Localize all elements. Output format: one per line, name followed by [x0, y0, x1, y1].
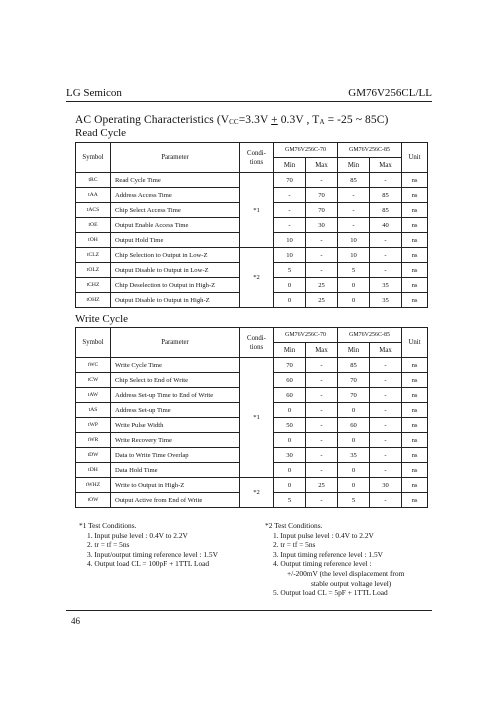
cell-max70: -: [306, 433, 338, 448]
cell-unit: ns: [402, 278, 428, 293]
cell-max85: -: [370, 448, 402, 463]
cell-max85: -: [370, 418, 402, 433]
cell-max85: -: [370, 358, 402, 373]
cell-unit: ns: [402, 233, 428, 248]
symbol-header: Symbol: [76, 143, 111, 173]
cell-min85: 0: [338, 403, 370, 418]
cell-unit: ns: [402, 218, 428, 233]
note-item: 2. tr = tf = 5ns: [273, 540, 316, 550]
cell-min85: 35: [338, 448, 370, 463]
cell-sym: tACS: [76, 203, 111, 218]
cell-min85: 0: [338, 278, 370, 293]
cell-min85: 0: [338, 478, 370, 493]
cell-min70: -: [274, 203, 306, 218]
cell-max85: -: [370, 373, 402, 388]
cell-min85: 10: [338, 248, 370, 263]
cell-min70: 60: [274, 388, 306, 403]
max85-header: Max: [370, 158, 402, 173]
title-prefix: AC Operating Characteristics (V: [75, 114, 230, 126]
cell-min70: 0: [274, 403, 306, 418]
cell-unit: ns: [402, 433, 428, 448]
cell-param: Chip Selection to Output in Low-Z: [111, 248, 240, 263]
note-item: 4. Output load CL = 100pF + 1TTL Load: [87, 559, 210, 569]
cell-min70: 30: [274, 448, 306, 463]
cell-param: Write Cycle Time: [111, 358, 240, 373]
cell-max85: -: [370, 493, 402, 508]
cell-min70: 5: [274, 493, 306, 508]
page-number: 46: [71, 616, 80, 626]
cell-unit: ns: [402, 418, 428, 433]
cell-sym: tWHZ: [76, 478, 111, 493]
cell-param: Write Pulse Width: [111, 418, 240, 433]
title-mid: =3.3V: [238, 114, 272, 126]
g70-header: GM76V256C-70: [274, 143, 338, 158]
cell-sym: tCLZ: [76, 248, 111, 263]
cell-max70: 25: [306, 478, 338, 493]
write-cycle-table: [75, 327, 428, 508]
cell-unit: ns: [402, 358, 428, 373]
cell-param: Chip Deselection to Output in High-Z: [111, 278, 240, 293]
page-header: [66, 87, 432, 102]
cell-unit: ns: [402, 388, 428, 403]
condition-ref: *1: [240, 358, 274, 478]
cell-min70: 10: [274, 233, 306, 248]
write-cycle-label: Write Cycle: [75, 313, 129, 325]
cell-param: Output Active from End of Write: [111, 493, 240, 508]
cell-param: Output Hold Time: [111, 233, 240, 248]
cell-min70: 0: [274, 433, 306, 448]
cell-min70: 5: [274, 263, 306, 278]
cell-min85: 10: [338, 233, 370, 248]
section-title: [75, 114, 388, 126]
cell-min70: 0: [274, 478, 306, 493]
unit-header: Unit: [402, 328, 428, 358]
cell-max85: -: [370, 248, 402, 263]
cell-max85: 85: [370, 203, 402, 218]
cell-unit: ns: [402, 403, 428, 418]
note-item: 3. Input/output timing reference level : 1.5V: [87, 549, 218, 559]
title-mid2: 0.3V , T: [277, 114, 320, 126]
cell-max85: 35: [370, 293, 402, 308]
cell-unit: ns: [402, 203, 428, 218]
note-item-continued: +/-200mV (the level displacement from: [287, 568, 405, 578]
cell-max70: -: [306, 263, 338, 278]
cell-unit: ns: [402, 448, 428, 463]
cell-min70: 10: [274, 248, 306, 263]
cell-min85: 70: [338, 388, 370, 403]
cell-param: Chip Select Access Time: [111, 203, 240, 218]
cell-max85: -: [370, 233, 402, 248]
note-item: 2. tr = tf = 5ns: [87, 540, 130, 550]
part-number: GM76V256CL/LL: [348, 87, 432, 99]
cell-min85: 0: [338, 463, 370, 478]
cell-max70: -: [306, 358, 338, 373]
cell-sym: tOE: [76, 218, 111, 233]
cell-max70: 30: [306, 218, 338, 233]
note-heading: *1 Test Conditions.: [79, 521, 137, 530]
cell-param: Address Access Time: [111, 188, 240, 203]
cell-sym: tWR: [76, 433, 111, 448]
parameter-header: Parameter: [111, 328, 240, 358]
cell-param: Read Cycle Time: [111, 173, 240, 188]
max70-header: Max: [306, 158, 338, 173]
table-row: [76, 478, 428, 493]
cell-sym: tRC: [76, 173, 111, 188]
cell-unit: ns: [402, 263, 428, 278]
cell-max70: -: [306, 418, 338, 433]
cell-min70: 0: [274, 293, 306, 308]
title-plusminus: +: [271, 114, 278, 126]
cell-param: Chip Select to End of Write: [111, 373, 240, 388]
cell-unit: ns: [402, 248, 428, 263]
cell-sym: tWP: [76, 418, 111, 433]
g85-header: GM76V256C-85: [338, 328, 402, 343]
cell-min85: -: [338, 188, 370, 203]
cell-min85: 0: [338, 293, 370, 308]
cell-param: Data Hold Time: [111, 463, 240, 478]
cell-min70: 0: [274, 463, 306, 478]
condition-ref: *1: [240, 173, 274, 248]
cell-min85: 70: [338, 373, 370, 388]
table-row: [76, 358, 428, 373]
cell-sym: tWC: [76, 358, 111, 373]
cell-min85: -: [338, 218, 370, 233]
cell-max70: -: [306, 463, 338, 478]
cell-min70: 70: [274, 358, 306, 373]
min85-header: Min: [338, 343, 370, 358]
table-row: [76, 248, 428, 263]
test-conditions-1: [79, 521, 218, 569]
cell-min85: -: [338, 203, 370, 218]
cell-unit: ns: [402, 188, 428, 203]
min70-header: Min: [274, 158, 306, 173]
cell-unit: ns: [402, 173, 428, 188]
cell-max70: -: [306, 373, 338, 388]
max85-header: Max: [370, 343, 402, 358]
cell-min85: 0: [338, 433, 370, 448]
title-ta-sub: A: [319, 118, 325, 126]
cell-max85: -: [370, 263, 402, 278]
cell-sym: tOH: [76, 233, 111, 248]
conditions-header: Condi- tions: [240, 328, 274, 358]
cell-sym: tDW: [76, 448, 111, 463]
cell-max85: -: [370, 403, 402, 418]
cell-min70: -: [274, 218, 306, 233]
cell-sym: tOLZ: [76, 263, 111, 278]
cell-unit: ns: [402, 293, 428, 308]
cell-min70: -: [274, 188, 306, 203]
note-item-continued: stable output voltage level): [311, 578, 392, 588]
cell-sym: tAA: [76, 188, 111, 203]
note-item: 1. Input pulse level : 0.4V to 2.2V: [273, 530, 374, 540]
note-item: 1. Input pulse level : 0.4V to 2.2V: [87, 530, 188, 540]
cell-param: Output Enable Access Time: [111, 218, 240, 233]
cell-max70: -: [306, 233, 338, 248]
cell-min85: 5: [338, 493, 370, 508]
test-conditions-2: [265, 521, 404, 598]
parameter-header: Parameter: [111, 143, 240, 173]
note-heading: *2 Test Conditions.: [265, 521, 323, 530]
cell-max85: 30: [370, 478, 402, 493]
cell-max85: -: [370, 433, 402, 448]
cell-unit: ns: [402, 478, 428, 493]
cell-unit: ns: [402, 373, 428, 388]
cell-max85: 85: [370, 188, 402, 203]
unit-header: Unit: [402, 143, 428, 173]
title-vcc-sub: CC: [229, 118, 239, 126]
max70-header: Max: [306, 343, 338, 358]
cell-max70: 25: [306, 278, 338, 293]
cell-max70: -: [306, 173, 338, 188]
cell-sym: tOHZ: [76, 293, 111, 308]
cell-param: Address Set-up Time: [111, 403, 240, 418]
cell-sym: tAW: [76, 388, 111, 403]
title-suffix: = -25 ~ 85C): [324, 114, 389, 126]
note-item: 3. Input timing reference level : 1.5V: [273, 549, 384, 559]
cell-param: Address Set-up Time to End of Write: [111, 388, 240, 403]
cell-param: Data to Write Time Overlap: [111, 448, 240, 463]
cell-unit: ns: [402, 493, 428, 508]
note-item: 5. Output load CL = 5pF + 1TTL Load: [273, 588, 388, 598]
cell-min85: 85: [338, 358, 370, 373]
cell-max70: -: [306, 448, 338, 463]
cell-param: Output Disable to Output in High-Z: [111, 293, 240, 308]
conditions-header: Condi- tions: [240, 143, 274, 173]
cell-min85: 5: [338, 263, 370, 278]
cell-min70: 60: [274, 373, 306, 388]
cell-sym: tDH: [76, 463, 111, 478]
cell-min70: 70: [274, 173, 306, 188]
cell-max85: 35: [370, 278, 402, 293]
cell-max85: 40: [370, 218, 402, 233]
symbol-header: Symbol: [76, 328, 111, 358]
cell-min70: 50: [274, 418, 306, 433]
cell-sym: tCW: [76, 373, 111, 388]
cell-param: Write to Output in High-Z: [111, 478, 240, 493]
read-cycle-table: [75, 142, 428, 308]
cell-sym: tOW: [76, 493, 111, 508]
cell-max70: -: [306, 388, 338, 403]
cell-max70: -: [306, 493, 338, 508]
cell-max85: -: [370, 173, 402, 188]
cell-max70: 25: [306, 293, 338, 308]
cell-max70: -: [306, 403, 338, 418]
cell-param: Output Disable to Output in Low-Z: [111, 263, 240, 278]
cell-unit: ns: [402, 463, 428, 478]
cell-min85: 85: [338, 173, 370, 188]
read-cycle-label: Read Cycle: [75, 127, 127, 139]
company-name: LG Semicon: [66, 87, 122, 99]
cell-max70: 70: [306, 203, 338, 218]
note-item: 4. Output timing reference level :: [273, 559, 372, 569]
cell-max85: -: [370, 388, 402, 403]
min70-header: Min: [274, 343, 306, 358]
cell-min70: 0: [274, 278, 306, 293]
footer-rule: [66, 610, 432, 611]
cell-sym: tAS: [76, 403, 111, 418]
cell-max70: -: [306, 248, 338, 263]
cell-min85: 60: [338, 418, 370, 433]
cell-sym: tCHZ: [76, 278, 111, 293]
cell-max85: -: [370, 463, 402, 478]
cell-param: Write Recovery Time: [111, 433, 240, 448]
condition-ref: *2: [240, 248, 274, 308]
min85-header: Min: [338, 158, 370, 173]
cell-max70: 70: [306, 188, 338, 203]
table-row: [76, 173, 428, 188]
g85-header: GM76V256C-85: [338, 143, 402, 158]
g70-header: GM76V256C-70: [274, 328, 338, 343]
condition-ref: *2: [240, 478, 274, 508]
